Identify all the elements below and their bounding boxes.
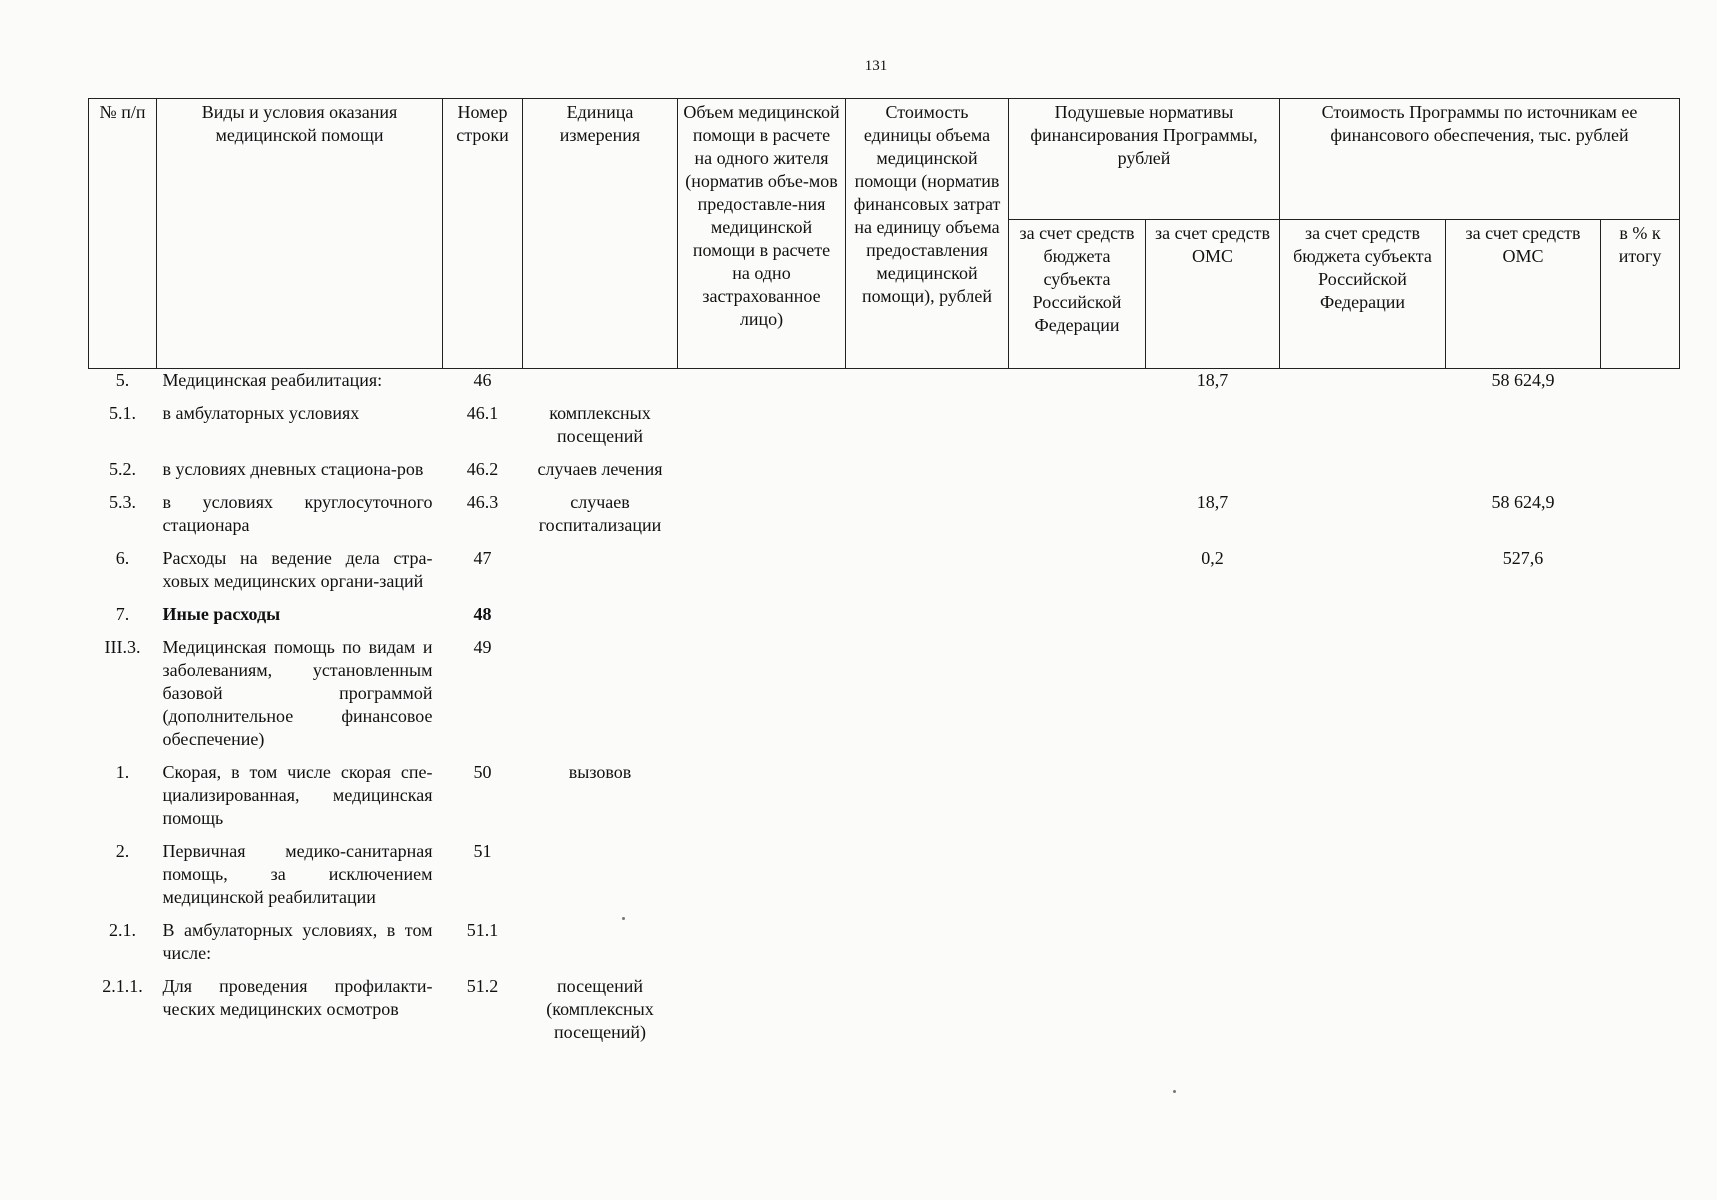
row-code: 49 bbox=[473, 637, 492, 657]
row-number: 2.1. bbox=[109, 920, 136, 940]
row-program-pct bbox=[1601, 975, 1680, 1054]
header-percapita-oms: за счет средств ОМС bbox=[1146, 220, 1280, 369]
row-cost bbox=[846, 369, 1009, 403]
row-program-budget bbox=[1280, 975, 1446, 1054]
row-volume bbox=[678, 402, 846, 458]
row-program-pct bbox=[1601, 491, 1680, 547]
row-cost bbox=[846, 761, 1009, 840]
row-program-budget bbox=[1280, 840, 1446, 919]
row-number: 7. bbox=[115, 604, 130, 624]
row-program-oms bbox=[1446, 636, 1601, 761]
row-unit bbox=[523, 919, 678, 975]
header-group-percapita: Подушевые нормативы финансирования Программы, рублей bbox=[1009, 99, 1280, 220]
row-program-pct bbox=[1601, 840, 1680, 919]
row-volume bbox=[678, 547, 846, 603]
row-percapita-budget bbox=[1009, 491, 1146, 547]
row-percapita-budget bbox=[1009, 458, 1146, 491]
row-name: в амбулаторных условиях bbox=[162, 403, 360, 423]
row-cost bbox=[846, 636, 1009, 761]
header-group-program: Стоимость Программы по источникам ее финансового обеспечения, тыс. рублей bbox=[1280, 99, 1680, 220]
financing-table bbox=[88, 98, 1680, 1054]
row-percapita-oms bbox=[1146, 919, 1280, 975]
header-program-budget: за счет средств бюджета субъекта Российской Федерации bbox=[1280, 220, 1446, 369]
row-unit: посещений (комплексных посещений) bbox=[546, 976, 654, 1042]
row-volume bbox=[678, 458, 846, 491]
row-percapita-oms: 18,7 bbox=[1196, 492, 1229, 512]
row-name: в условиях круглосуточного стационара bbox=[162, 492, 433, 535]
row-cost bbox=[846, 491, 1009, 547]
row-volume bbox=[678, 761, 846, 840]
row-cost bbox=[846, 975, 1009, 1054]
header-num: № п/п bbox=[89, 99, 157, 369]
row-name: В амбулаторных условиях, в том числе: bbox=[162, 920, 433, 963]
row-volume bbox=[678, 636, 846, 761]
table-row bbox=[89, 603, 1680, 636]
row-name: в условиях дневных стациона-ров bbox=[162, 459, 424, 479]
row-name: Медицинская помощь по видам и заболеваниям, установленным базовой программой (дополнительное финансовое обеспечение) bbox=[162, 637, 433, 749]
row-unit: случаев лечения bbox=[537, 459, 663, 479]
row-volume bbox=[678, 975, 846, 1054]
row-number: 5.3. bbox=[109, 492, 136, 512]
row-volume bbox=[678, 840, 846, 919]
row-percapita-budget bbox=[1009, 603, 1146, 636]
row-name: Скорая, в том числе скорая спе-циализированная, медицинская помощь bbox=[162, 762, 433, 828]
row-number: 5.1. bbox=[109, 403, 136, 423]
row-volume bbox=[678, 603, 846, 636]
row-code: 50 bbox=[473, 762, 492, 782]
row-code: 47 bbox=[473, 548, 492, 568]
table-row bbox=[89, 761, 1680, 840]
row-unit: вызовов bbox=[568, 762, 632, 782]
row-program-budget bbox=[1280, 547, 1446, 603]
financing-table-sheet bbox=[88, 98, 1679, 1054]
row-cost bbox=[846, 458, 1009, 491]
row-percapita-oms bbox=[1146, 761, 1280, 840]
row-cost bbox=[846, 603, 1009, 636]
row-code: 48 bbox=[473, 604, 492, 624]
row-number: 2.1.1. bbox=[102, 976, 143, 996]
row-unit bbox=[523, 840, 678, 919]
row-percapita-budget bbox=[1009, 919, 1146, 975]
header-unit: Единица измерения bbox=[523, 99, 678, 369]
row-name: Медицинская реабилитация: bbox=[162, 370, 383, 390]
row-program-pct bbox=[1601, 402, 1680, 458]
row-program-pct bbox=[1601, 761, 1680, 840]
row-program-budget bbox=[1280, 458, 1446, 491]
row-number: 2. bbox=[115, 841, 130, 861]
row-volume bbox=[678, 491, 846, 547]
table-row bbox=[89, 840, 1680, 919]
header-volume: Объем медицинской помощи в расчете на одного жителя (норматив объе-мов предоставле-ния медицинской помощи в расчете на одно застрахованное лицо) bbox=[678, 99, 846, 369]
row-code: 46 bbox=[473, 370, 492, 390]
row-program-oms bbox=[1446, 840, 1601, 919]
row-percapita-budget bbox=[1009, 840, 1146, 919]
table-row bbox=[89, 547, 1680, 603]
row-volume bbox=[678, 919, 846, 975]
row-volume bbox=[678, 369, 846, 403]
row-unit bbox=[523, 636, 678, 761]
row-unit: случаев госпитализации bbox=[538, 492, 662, 535]
row-percapita-oms bbox=[1146, 458, 1280, 491]
row-percapita-oms bbox=[1146, 840, 1280, 919]
table-row bbox=[89, 402, 1680, 458]
row-program-oms bbox=[1446, 761, 1601, 840]
row-cost bbox=[846, 919, 1009, 975]
row-percapita-oms bbox=[1146, 402, 1280, 458]
row-program-pct bbox=[1601, 369, 1680, 403]
row-percapita-budget bbox=[1009, 547, 1146, 603]
row-percapita-oms: 0,2 bbox=[1201, 548, 1224, 568]
row-code: 46.1 bbox=[466, 403, 499, 423]
header-program-oms: за счет средств ОМС bbox=[1446, 220, 1601, 369]
row-program-pct bbox=[1601, 919, 1680, 975]
row-unit bbox=[523, 603, 678, 636]
row-program-oms: 527,6 bbox=[1502, 548, 1544, 568]
row-code: 51 bbox=[473, 841, 492, 861]
row-number: 1. bbox=[115, 762, 130, 782]
table-row bbox=[89, 636, 1680, 761]
header-percapita-budget: за счет средств бюджета субъекта Российской Федерации bbox=[1009, 220, 1146, 369]
table-row bbox=[89, 491, 1680, 547]
row-name: Первичная медико-санитарная помощь, за исключением медицинской реабилитации bbox=[162, 841, 433, 907]
row-name: Иные расходы bbox=[162, 604, 281, 624]
row-number: III.3. bbox=[104, 637, 141, 657]
row-unit: комплексных посещений bbox=[549, 403, 651, 446]
table-row bbox=[89, 975, 1680, 1054]
row-program-oms bbox=[1446, 975, 1601, 1054]
scan-speck bbox=[622, 917, 625, 920]
row-program-oms: 58 624,9 bbox=[1491, 370, 1555, 390]
table-row bbox=[89, 919, 1680, 975]
row-program-pct bbox=[1601, 603, 1680, 636]
row-unit bbox=[523, 547, 678, 603]
header-cost: Стоимость единицы объема медицинской помощи (норматив финансовых затрат на единицу объема предоставления медицинской помощи), рублей bbox=[846, 99, 1009, 369]
row-percapita-oms bbox=[1146, 636, 1280, 761]
table-row bbox=[89, 369, 1680, 403]
row-program-oms: 58 624,9 bbox=[1491, 492, 1555, 512]
table-row bbox=[89, 458, 1680, 491]
header-program-pct: в % к итогу bbox=[1601, 220, 1680, 369]
row-program-budget bbox=[1280, 919, 1446, 975]
row-program-budget bbox=[1280, 402, 1446, 458]
row-program-oms bbox=[1446, 402, 1601, 458]
header-code: Номер строки bbox=[443, 99, 523, 369]
scan-speck bbox=[1173, 1090, 1176, 1093]
row-number: 5.2. bbox=[109, 459, 136, 479]
row-name: Для проведения профилакти-ческих медицинских осмотров bbox=[162, 976, 433, 1019]
row-name: Расходы на ведение дела стра-ховых медицинских органи-заций bbox=[162, 548, 433, 591]
header-name: Виды и условия оказания медицинской помощи bbox=[157, 99, 443, 369]
row-percapita-budget bbox=[1009, 369, 1146, 403]
row-program-pct bbox=[1601, 458, 1680, 491]
row-code: 51.2 bbox=[466, 976, 499, 996]
row-program-oms bbox=[1446, 603, 1601, 636]
table-body bbox=[89, 369, 1680, 1055]
row-program-budget bbox=[1280, 603, 1446, 636]
row-cost bbox=[846, 840, 1009, 919]
row-percapita-oms: 18,7 bbox=[1196, 370, 1229, 390]
row-percapita-oms bbox=[1146, 603, 1280, 636]
row-program-pct bbox=[1601, 547, 1680, 603]
row-program-oms bbox=[1446, 919, 1601, 975]
page-number: 131 bbox=[864, 58, 888, 74]
row-program-budget bbox=[1280, 761, 1446, 840]
row-program-pct bbox=[1601, 636, 1680, 761]
row-cost bbox=[846, 402, 1009, 458]
row-percapita-budget bbox=[1009, 402, 1146, 458]
row-percapita-budget bbox=[1009, 636, 1146, 761]
row-percapita-budget bbox=[1009, 975, 1146, 1054]
row-percapita-oms bbox=[1146, 975, 1280, 1054]
row-code: 46.2 bbox=[466, 459, 499, 479]
row-unit bbox=[523, 369, 678, 403]
row-program-budget bbox=[1280, 369, 1446, 403]
row-number: 5. bbox=[115, 370, 130, 390]
row-program-budget bbox=[1280, 491, 1446, 547]
row-code: 51.1 bbox=[466, 920, 499, 940]
row-percapita-budget bbox=[1009, 761, 1146, 840]
row-cost bbox=[846, 547, 1009, 603]
row-program-budget bbox=[1280, 636, 1446, 761]
row-code: 46.3 bbox=[466, 492, 499, 512]
row-number: 6. bbox=[115, 548, 130, 568]
row-program-oms bbox=[1446, 458, 1601, 491]
